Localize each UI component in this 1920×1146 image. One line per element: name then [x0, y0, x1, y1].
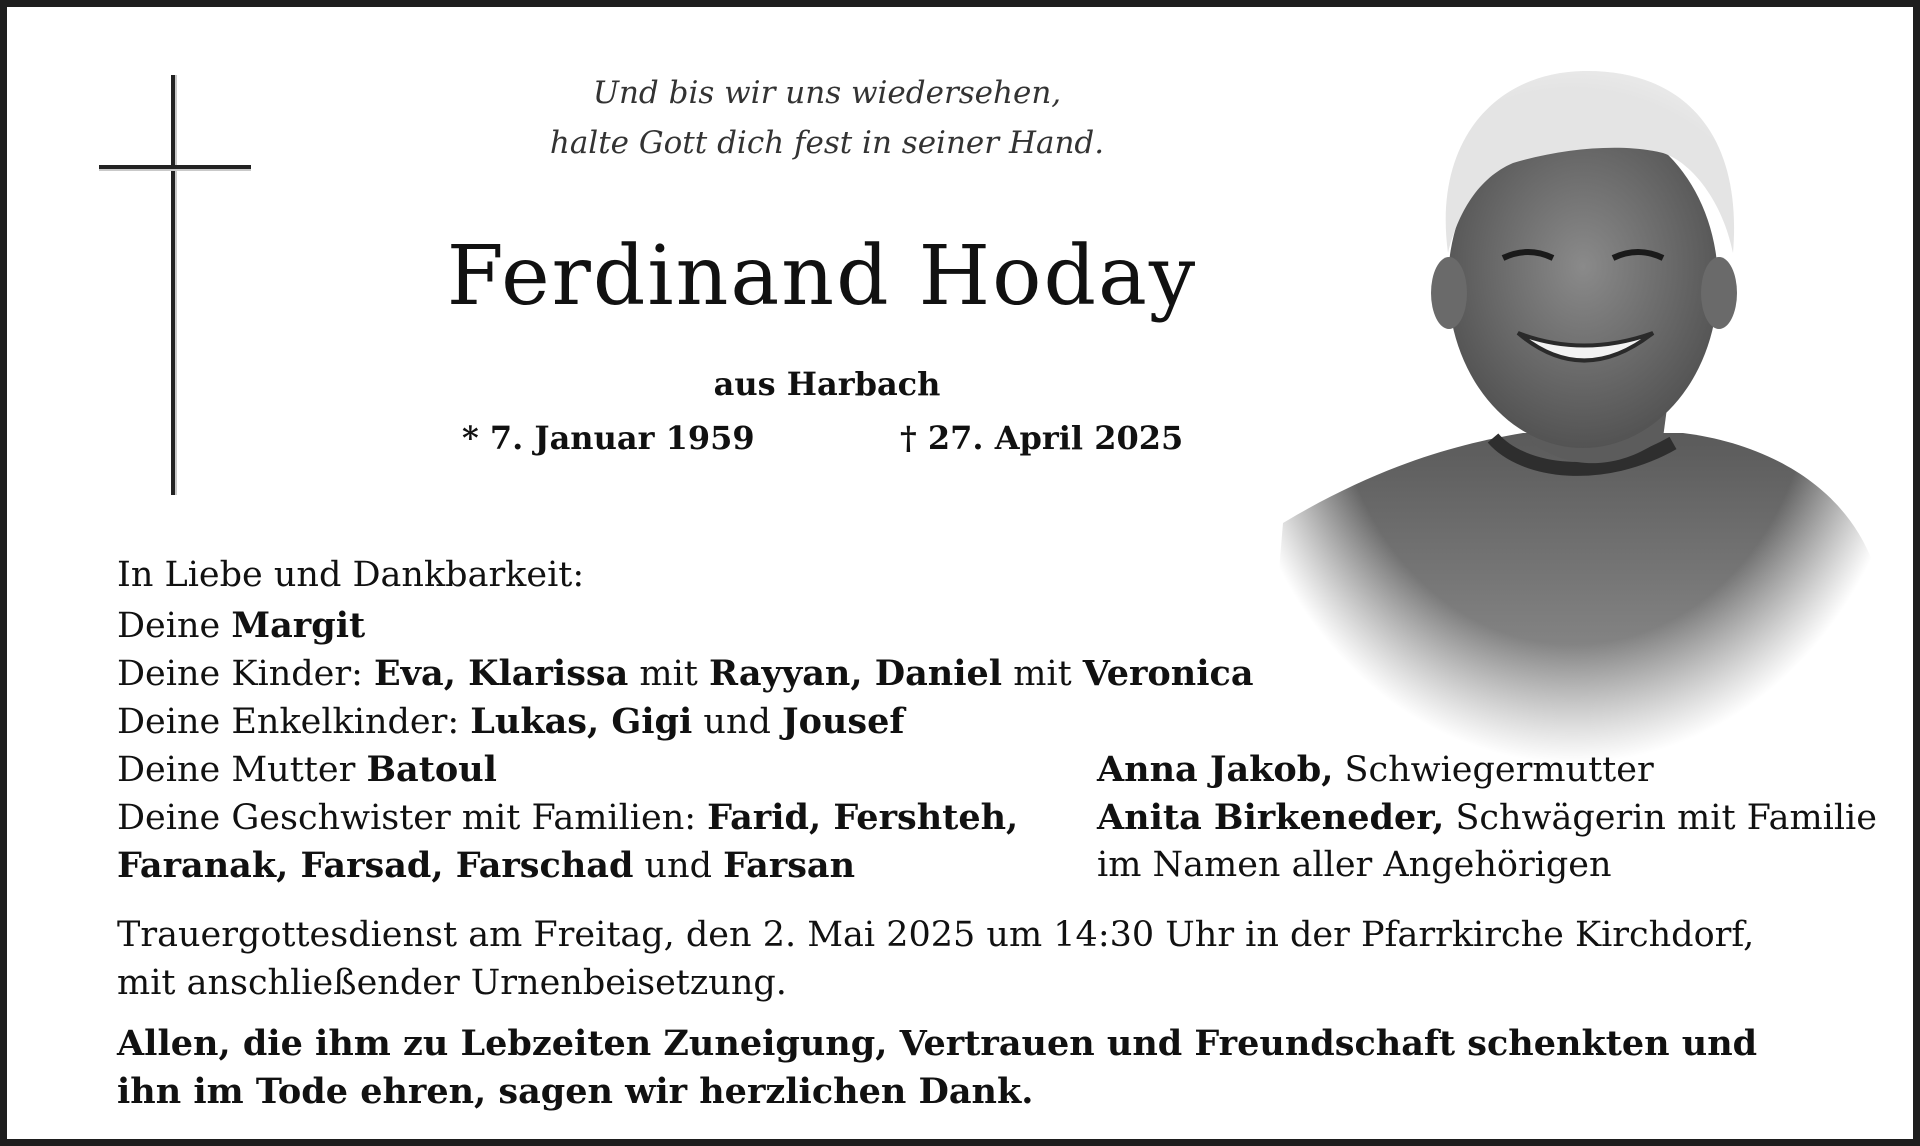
mourner-mother [117, 749, 497, 790]
cross-icon-bar [99, 165, 251, 169]
grandchildren-und: und [692, 702, 783, 742]
cross-icon [171, 75, 175, 495]
quote-line-1: Und bis wir uns wiedersehen, [592, 75, 1062, 111]
children-mit-2: mit [1002, 654, 1083, 694]
death-date: † 27. April 2025 [900, 419, 1184, 457]
grandchildren-names-2: Jousef [782, 701, 905, 742]
thanks-line-1: Allen, die ihm zu Lebzeiten Zuneigung, Vertrauen und Freundschaft schenkten und [117, 1023, 1758, 1064]
grandchildren-prefix: Deine Enkelkinder: [117, 702, 471, 742]
children-mit-1: mit [628, 654, 709, 694]
mother-in-law-name: Anna Jakob, [1097, 749, 1334, 790]
mourner-wife-name: Margit [231, 605, 366, 646]
quote-line-2: halte Gott dich fest in seiner Hand. [549, 125, 1105, 161]
thanks-line-2: ihn im Tode ehren, sagen wir herzlichen Dank. [117, 1071, 1034, 1112]
mourners-all-relatives: im Namen aller Angehörigen [1097, 845, 1612, 885]
mother-name: Batoul [366, 749, 497, 790]
sister-in-law-name: Anita Birkeneder, [1097, 797, 1445, 838]
mother-in-law-role: Schwiegermutter [1333, 750, 1654, 790]
siblings-prefix: Deine Geschwister mit Familien: [117, 798, 708, 838]
children-names-2: Rayyan, Daniel [708, 653, 1003, 694]
deceased-name: Ferdinand Hoday [446, 229, 1198, 324]
children-prefix: Deine Kinder: [117, 654, 374, 694]
deceased-origin: aus Harbach [713, 365, 941, 403]
siblings-names-1: Farid, Fershteh, [707, 797, 1019, 838]
mourners-intro: In Liebe und Dankbarkeit: [117, 555, 585, 595]
grandchildren-names-1: Lukas, Gigi [470, 701, 693, 742]
portrait-photo [1263, 43, 1883, 763]
siblings-names-2: Faranak, Farsad, Farschad [117, 845, 634, 886]
children-names-3: Veronica [1082, 653, 1254, 694]
mourner-wife-prefix: Deine [117, 606, 232, 646]
sister-in-law-role: Schwägerin mit Familie [1444, 798, 1877, 838]
mourner-siblings-cont [117, 845, 855, 886]
mourner-sister-in-law [1097, 797, 1877, 838]
mourner-siblings [117, 797, 1018, 838]
siblings-und: und [633, 846, 724, 886]
mother-prefix: Deine Mutter [117, 750, 367, 790]
service-line-2: mit anschließender Urnenbeisetzung. [117, 963, 787, 1003]
mourner-wife [117, 605, 365, 646]
children-names-1: Eva, Klarissa [374, 653, 629, 694]
mourner-mother-in-law [1097, 749, 1654, 790]
mourner-grandchildren [117, 701, 904, 742]
siblings-names-3: Farsan [723, 845, 856, 886]
service-line-1: Trauergottesdienst am Freitag, den 2. Mai 2025 um 14:30 Uhr in der Pfarrkirche Kirchdorf, [117, 915, 1755, 955]
mourner-children [117, 653, 1254, 694]
birth-date: * 7. Januar 1959 [462, 419, 755, 457]
